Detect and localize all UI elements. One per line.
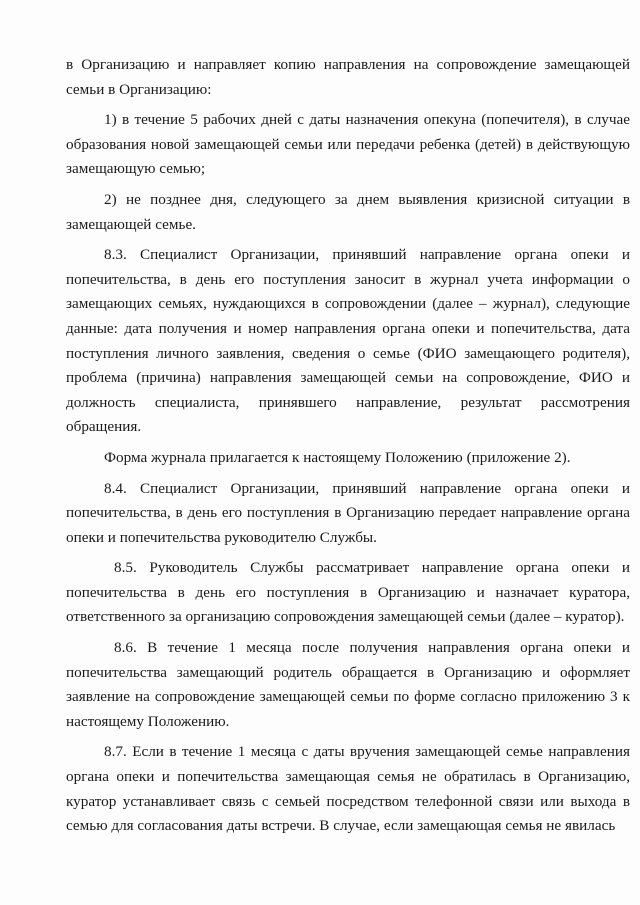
paragraph-item-1: 1) в течение 5 рабочих дней с даты назначения опекуна (попечителя), в случае образования новой замещающей семьи или передачи ребенка (детей) в действующую замещающую семью; (66, 111, 630, 178)
paragraph-journal-form: Форма журнала прилагается к настоящему Положению (приложение 2). (104, 448, 571, 466)
paragraph-8-6: 8.6. В течение 1 месяца после получения направления органа опеки и попечительства замещающий родитель обращается в Организацию и оформляет заявление на сопровождение замещающей семьи по форме согласно приложению 3 к настоящему Положению. (66, 639, 630, 730)
paragraph-continuation: в Организацию и направляет копию направления на сопровождение замещающей семьи в Организацию: (66, 56, 630, 98)
paragraph-8-5: 8.5. Руководитель Службы рассматривает направление органа опеки и попечительства в день его поступления в Организацию и назначает куратора, ответственного за организацию сопровождения замещающей семьи (далее – куратор). (66, 559, 630, 626)
paragraph-8-4: 8.4. Специалист Организации, принявший направление органа опеки и попечительства, в день его поступления в Организацию передает направление органа опеки и попечительства руководителю Службы. (66, 479, 630, 546)
paragraph-8-7: 8.7. Если в течение 1 месяца с даты вручения замещающей семье направления органа опеки и попечительства замещающая семья не обратилась в Организацию, куратор устанавливает связь с семьей посредством телефонной связи или выхода в семью для согласования даты встречи. В случае, если замещающая семья не явилась (66, 743, 630, 835)
document-body (66, 53, 630, 845)
paragraph-item-2: 2) не позднее дня, следующего за днем выявления кризисной ситуации в замещающей семье. (66, 190, 630, 233)
paragraph-8-3: 8.3. Специалист Организации, принявший направление органа опеки и попечительства, в день его поступления заносит в журнал учета информации о замещающих семьях, нуждающихся в сопровождении (далее – журнал), следующие данные: дата получения и номер направления органа опеки и попечительства, дата поступления личного заявления, сведения о семье (ФИО замещающего родителя), проблема (причина) направления замещающей семьи на сопровождение, ФИО и должность специалиста, принявшего направление, результат рассмотрения обращения. (66, 246, 630, 436)
